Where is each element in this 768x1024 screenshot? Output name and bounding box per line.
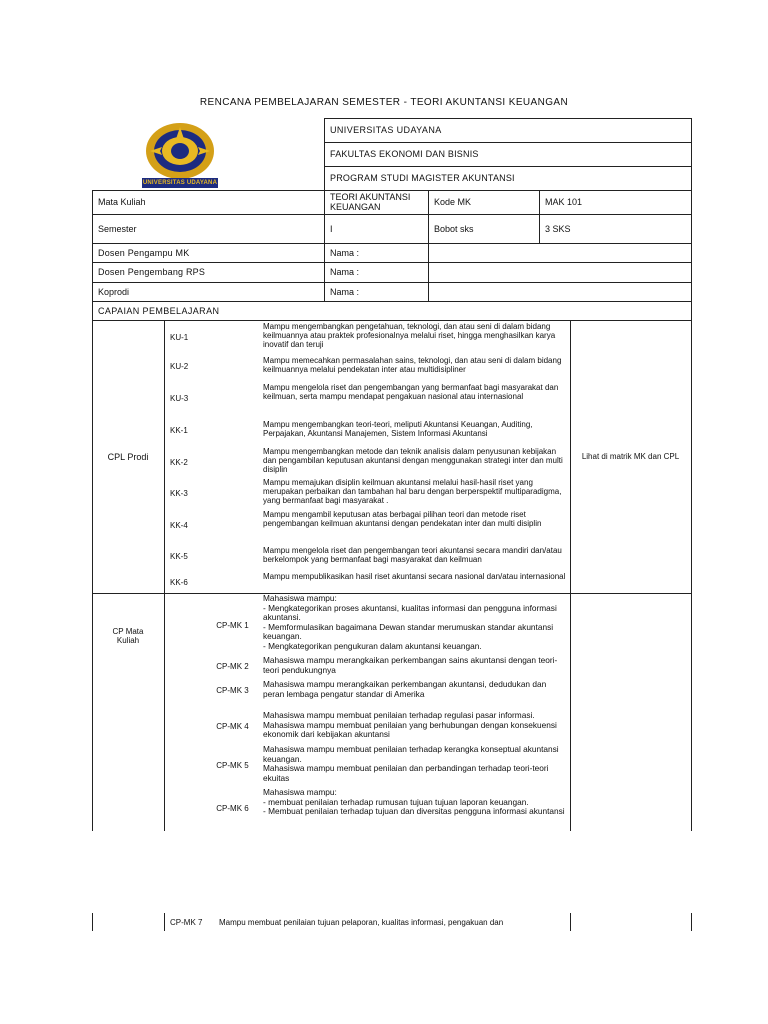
cpl-prodi-label: CPL Prodi [107,451,149,462]
cpmk-text: Mahasiswa mampu merangkaikan perkembangan sains akuntansi dengan teori-teori pendukungnya [263,655,558,675]
koprodi-value: Nama : [330,286,360,297]
dosen-pengampu-label: Dosen Pengampu MK [98,247,190,258]
cpl-code: KK-2 [170,457,188,467]
bobot-value: 3 SKS [545,223,571,234]
cpmk-code: CP-MK 5 [216,760,249,770]
cpmk-code: CP-MK 2 [216,661,249,671]
dosen-pengembang-label: Dosen Pengembang RPS [98,267,206,277]
cpmk-text: Mahasiswa mampu: - membuat penilaian terhadap rumusan tujuan tujuan laporan keuangan. - Membuat penilaian terhadap tujuan dan diversitas pengguna informasi akuntansi [263,787,565,816]
koprodi-label: Koprodi [98,286,130,297]
dosen-pengembang-value: Nama : [330,267,360,277]
cpmk-text: Mahasiswa mampu merangkaikan perkembangan akuntansi, dedudukan dan peran lembaga pengatur standar di Amerika [263,679,547,699]
university-name: UNIVERSITAS UDAYANA [330,125,442,135]
cpl-code: KU-1 [170,332,189,342]
cpl-text: Mampu mengembangkan pengetahuan, teknologi, dan atau seni di dalam bidang keilmuannya atau praktek profesionalnya melalui riset, hingga menghasilkan karya inovatif dan teruji [263,322,556,349]
cpmk-text: Mahasiswa mampu membuat penilaian terhadap regulasi pasar informasi. Mahasiswa mampu membuat penilaian yang berhubungan dengan konsekuensi ekonomik dari kebijakan akuntansi [263,710,557,739]
cpl-code: KK-1 [170,425,188,435]
dosen-pengampu-value: Nama : [330,247,360,258]
cp-mk-label: CP Mata Kuliah [112,627,144,645]
capaian-header: CAPAIAN PEMBELAJARAN [98,305,220,316]
mata-kuliah-label: Mata Kuliah [98,197,146,207]
cpmk-code: CP-MK 6 [216,803,249,813]
cpmk-text: Mahasiswa mampu: - Mengkategorikan proses akuntansi, kualitas informasi dan pengguna informasi akuntansi. - Memformulasikan bagaimana Dewan standar merumuskan standar akuntansi keuangan. - Mengkategorikan pengukuran dalam akuntansi keuangan. [263,593,557,651]
bobot-label: Bobot sks [434,223,474,234]
program-name: PROGRAM STUDI MAGISTER AKUNTANSI [330,173,515,183]
cpl-text: Mampu mempublikasikan hasil riset akuntansi secara nasional dan/atau internasional [263,572,566,581]
cpl-matrix-note: Lihat di matrik MK dan CPL [581,452,680,461]
cpmk-code: CP-MK 1 [216,620,249,630]
cpl-code: KU-3 [170,393,189,403]
cpl-code: KU-2 [170,361,189,371]
faculty-name: FAKULTAS EKONOMI DAN BISNIS [330,149,479,159]
cpmk-text: Mahasiswa mampu membuat penilaian terhadap kerangka konseptual akuntansi keuangan. Mahasiswa mampu membuat penilaian dan perbandingan terhadap teori-teori ekuitas [263,744,559,783]
cpl-code: KK-5 [170,551,188,561]
cpl-text: Mampu memajukan disiplin keilmuan akuntansi melalui hasil-hasil riset yang merupakan perbaikan dan tambahan hal baru dengan berperspektif multiparadigma, yang bermanfaat bagi masyarakat . [263,478,562,505]
university-logo [136,121,224,189]
cpl-text: Mampu mengembangkan metode dan teknik analisis dalam penyusunan kebijakan dan pengambilan keputusan akuntansi dengan menggunakan strategi inter dan multi disiplin [263,447,563,474]
cpmk-code: CP-MK 3 [216,685,249,695]
cpl-code: KK-4 [170,520,188,530]
cpl-text: Mampu mengembangkan teori-teori, meliputi Akuntansi Keuangan, Auditing, Perpajakan, Akuntansi Manajemen, Sistem Informasi Akuntansi [263,420,533,438]
page-title: RENCANA PEMBELAJARAN SEMESTER - TEORI AKUNTANSI KEUANGAN [199,97,569,108]
cpmk-text: Mampu membuat penilaian tujuan pelaporan, kualitas informasi, pengakuan dan [219,918,504,927]
cpl-text: Mampu mengelola riset dan pengembangan teori akuntansi secara mandiri dan/atau berkelompok yang bermanfaat bagi masyarakat dan keilmuan [263,546,562,564]
logo-caption: UNIVERSITAS UDAYANA [142,180,218,186]
semester-label: Semester [98,223,137,234]
kode-mk-value: MAK 101 [545,197,583,207]
cpl-text: Mampu mengelola riset dan pengembangan yang bermanfaat bagi masyarakat dan keilmuan, serta mampu mendapat pengakuan nasional atau internasional [263,383,559,401]
kode-mk-label: Kode MK [434,197,472,207]
semester-value: I [330,223,333,234]
cpmk-code: CP-MK 4 [216,721,249,731]
cpl-code: KK-6 [170,577,188,587]
cpl-text: Mampu memecahkan permasalahan sains, teknologi, dan atau seni di dalam bidang keilmuannya melalui pendekatan inter atau multidisipliner [263,356,562,374]
cpmk-code: CP-MK 7 [170,918,203,927]
cpl-code: KK-3 [170,488,188,498]
cpl-text: Mampu mengambil keputusan atas berbagai pilihan teori dan metode riset pengembangan keilmuan akuntansi dengan pendekatan inter dan multi disiplin [263,510,542,528]
mata-kuliah-value: TEORI AKUNTANSI KEUANGAN [330,192,411,212]
